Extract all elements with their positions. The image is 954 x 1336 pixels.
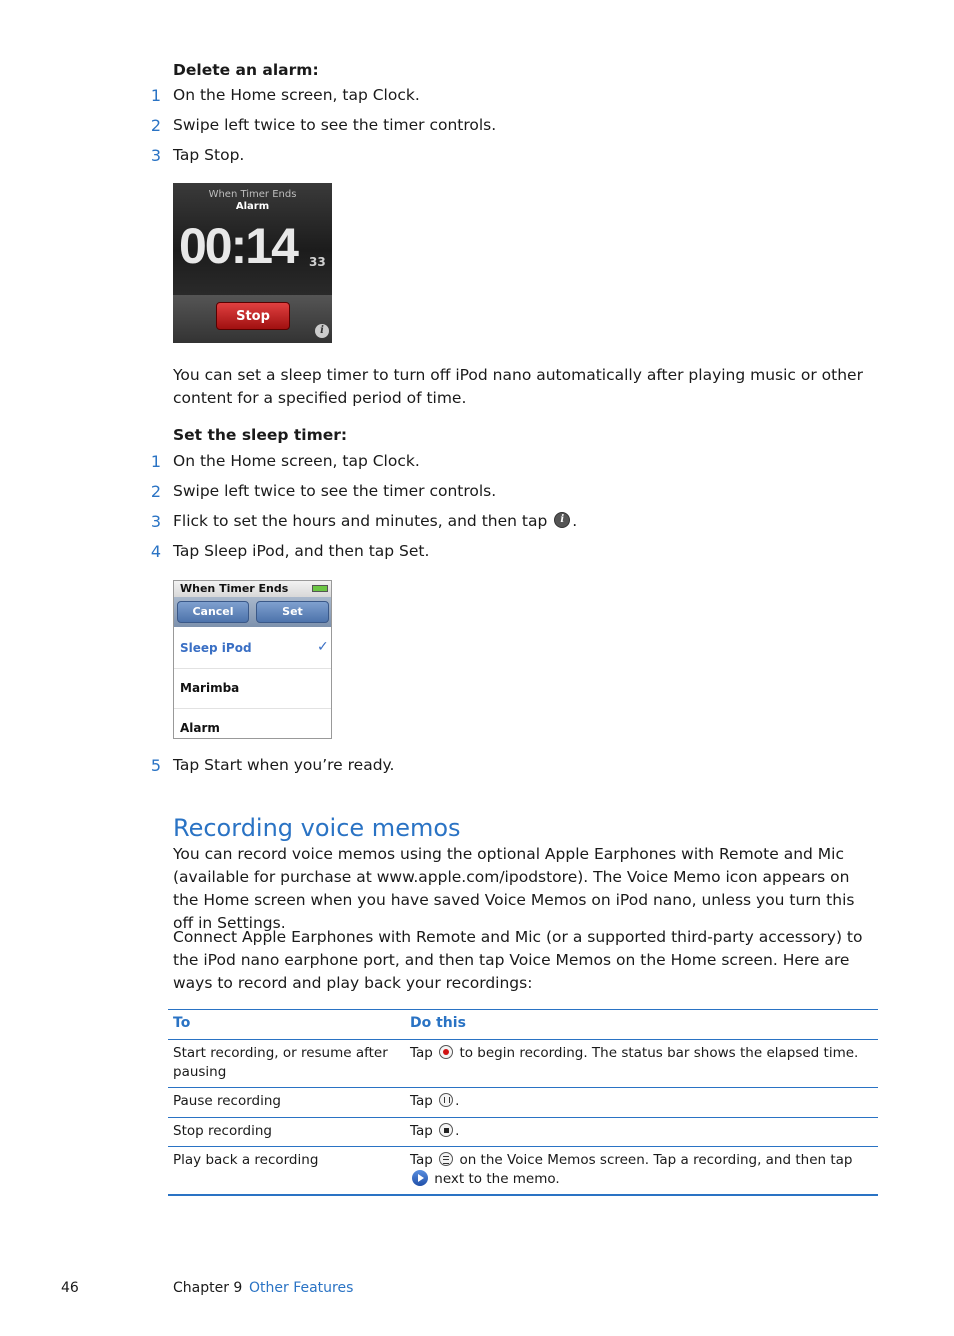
step-number: 4 [150,542,161,561]
checkmark-icon: ✓ [317,639,329,655]
recording-paragraph-2: Connect Apple Earphones with Remote and Mic (or a supported third-party accessory) to the iPod nano earphone port, and then tap Voice Memos on the Home screen. Here are ways to record and play back your recordings: [173,928,863,992]
settings-button-bar [174,597,331,627]
timer-screenshot [173,183,332,343]
tap-word: Tap [410,1045,433,1061]
sleep-intro-paragraph: You can set a sleep timer to turn off iPod nano automatically after playing music or other content for a specified period of time. [173,366,863,407]
battery-icon [312,585,328,592]
sleep-timer-heading: Set the sleep timer: [173,426,348,444]
step-number: 3 [150,146,161,165]
step-number: 1 [150,86,161,105]
stop-icon [439,1123,453,1137]
pause-icon [439,1093,453,1107]
table-cell-do [410,1092,870,1111]
cancel-button[interactable]: Cancel [177,601,249,623]
cell-text: . [455,1093,460,1109]
table-rule [168,1117,878,1118]
table-rule [168,1087,878,1088]
table-bottom-rule [168,1194,878,1196]
info-icon [554,512,570,528]
step-number: 1 [150,452,161,471]
cell-text: on the Voice Memos screen. Tap a recording, and then tap [459,1152,853,1168]
step-text [173,512,577,530]
table-cell-do [410,1044,870,1063]
timer-display [173,183,332,295]
step-text: Swipe left twice to see the timer controls. [173,482,497,500]
settings-title: When Timer Ends [180,582,289,595]
settings-header [174,581,331,597]
step-number: 5 [150,756,161,775]
step-text: On the Home screen, tap Clock. [173,452,420,470]
table-top-rule [168,1009,878,1010]
list-icon [439,1152,453,1166]
step-number: 2 [150,116,161,135]
page-number: 46 [61,1280,79,1296]
timer-seconds: 33 [309,255,326,269]
table-cell-to: Start recording, or resume after pausing [173,1045,388,1080]
step-text: On the Home screen, tap Clock. [173,86,420,104]
footer-chapter-title-link[interactable]: Other Features [249,1280,354,1296]
section-title: Recording voice memos [173,814,461,842]
table-header-do-this: Do this [410,1015,466,1031]
cell-text: to begin recording. The status bar shows the elapsed time. [459,1045,859,1061]
table-cell-do [410,1151,870,1189]
page-dots [243,335,264,343]
step-number: 2 [150,482,161,501]
cell-text: . [455,1123,460,1139]
tap-word: Tap [410,1123,433,1139]
table-header-to: To [173,1015,191,1031]
play-icon [412,1170,428,1186]
tap-word: Tap [410,1152,433,1168]
option-alarm[interactable] [174,709,331,739]
timer-when-label: When Timer Ends [208,189,297,200]
option-label: Alarm [180,721,220,735]
option-sleep-ipod[interactable] [174,629,331,669]
table-cell-to: Play back a recording [173,1152,319,1168]
step-number: 3 [150,512,161,531]
table-cell-to: Pause recording [173,1093,281,1109]
step-text-after: . [572,512,578,530]
timer-time: 00:14 [179,218,297,274]
table-cell-do [410,1122,870,1141]
delete-alarm-heading: Delete an alarm: [173,61,319,79]
when-timer-ends-screenshot [173,580,332,739]
recording-paragraph-1: You can record voice memos using the optional Apple Earphones with Remote and Mic (available for purchase at www.apple.com/ipodstore). The Voice Memo icon appears on the Home screen when you have saved Voice Memos on iPod nano, unless you turn this off in Settings. [173,845,855,932]
option-marimba[interactable] [174,669,331,709]
option-label: Sleep iPod [180,641,252,655]
info-icon[interactable]: i [315,324,329,338]
stop-button[interactable]: Stop [216,302,290,330]
step-text: Tap Stop. [173,146,245,164]
table-rule [168,1039,878,1040]
step-text: Tap Sleep iPod, and then tap Set. [173,542,430,560]
step-text: Swipe left twice to see the timer controls. [173,116,497,134]
timer-alarm-label: Alarm [235,201,270,212]
record-icon [439,1045,453,1059]
set-button[interactable]: Set [256,601,329,623]
info-icon-glyph: i [560,514,565,525]
table-cell-to: Stop recording [173,1123,272,1139]
cell-text: next to the memo. [434,1171,560,1187]
option-label: Marimba [180,681,240,695]
step-text-before: Flick to set the hours and minutes, and then tap [173,512,548,530]
step-text: Tap Start when you’re ready. [173,756,395,774]
tap-word: Tap [410,1093,433,1109]
table-rule [168,1146,878,1147]
footer-chapter: Chapter 9 [173,1280,243,1296]
